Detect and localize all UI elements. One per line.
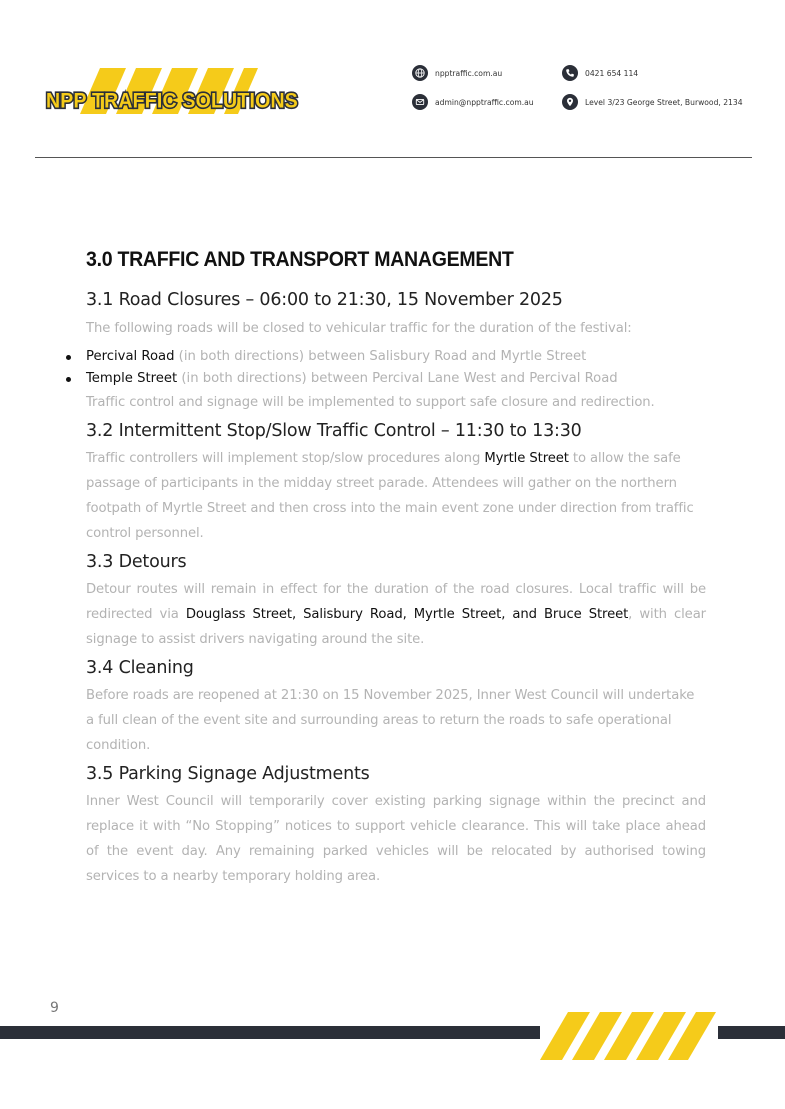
list-item: [64, 368, 706, 390]
footer-band: [0, 1008, 785, 1068]
section-3-4-body: Before roads are reopened at 21:30 on 15 November 2025, Inner West Council will undertake a full clean of the event site and surrounding areas to return the roads to safe operational condition.: [86, 688, 695, 753]
body-text: Detour routes will remain in effect for the duration of the road closures. Local traffic will be redirected via: [86, 582, 706, 622]
header-divider: [35, 157, 752, 158]
phone-icon: [562, 65, 578, 81]
document-body: [86, 246, 706, 889]
phone-text: 0421 654 114: [585, 68, 639, 78]
body-text: , with clear signage to assist drivers navigating around the site.: [86, 607, 706, 647]
section-3-3-body: [86, 577, 706, 652]
road-name: Temple Street: [86, 371, 178, 386]
section-3-5-body: Inner West Council will temporarily cover existing parking signage within the precinct and replace it with “No Stopping” notices to support vehicle clearance. This will take place ahead of the event day. Any remaining parked vehicles will be relocated by authorised towing services to a nearby temporary holding area.: [86, 794, 706, 884]
address-text: Level 3/23 George Street, Burwood, 2134: [585, 97, 743, 107]
section-title: 3.0 TRAFFIC AND TRANSPORT MANAGEMENT: [86, 248, 514, 271]
section-3-1-heading: 3.1 Road Closures – 06:00 to 21:30, 15 November 2025: [86, 290, 563, 310]
road-closure-list: [64, 346, 706, 390]
email-text: admin@npptraffic.com.au: [435, 97, 534, 107]
section-3-2: [86, 417, 706, 546]
section-3-1-tail: Traffic control and signage will be implemented to support safe closure and redirection.: [86, 395, 655, 410]
section-3-4: [86, 654, 706, 758]
section-3-5-heading: 3.5 Parking Signage Adjustments: [86, 764, 370, 784]
road-name: Percival Road: [86, 349, 175, 364]
body-text: Traffic controllers will implement stop/slow procedures along: [86, 451, 485, 466]
contact-address: [562, 94, 743, 110]
body-text: to allow the safe passage of participants in the midday street parade. Attendees will gather on the northern footpath of Myrtle Street and then cross into the main event zone under direction from traffic control personnel.: [86, 451, 694, 541]
highlight-streets: Douglass Street, Salisbury Road, Myrtle Street, and Bruce Street: [185, 607, 629, 622]
section-3-3: [86, 548, 706, 652]
road-detail: (in both directions) between Salisbury Road and Myrtle Street: [174, 349, 587, 364]
contact-email[interactable]: [412, 94, 534, 110]
road-detail: (in both directions) between Percival Lane West and Percival Road: [177, 371, 618, 386]
highlight-street: Myrtle Street: [484, 451, 569, 466]
website-text: npptraffic.com.au: [435, 68, 503, 78]
globe-icon: [412, 65, 428, 81]
section-3-2-body: [86, 446, 706, 546]
list-item: [64, 346, 706, 368]
mail-icon: [412, 94, 428, 110]
section-3-1: [86, 290, 706, 415]
page-number: 9: [50, 1000, 59, 1016]
contact-website[interactable]: [412, 65, 502, 81]
contact-phone[interactable]: [562, 65, 638, 81]
section-3-2-heading: 3.2 Intermittent Stop/Slow Traffic Control – 11:30 to 13:30: [86, 421, 582, 441]
section-3-1-intro: The following roads will be closed to vehicular traffic for the duration of the festival:: [86, 321, 632, 336]
location-pin-icon: [562, 94, 578, 110]
section-3-3-heading: 3.3 Detours: [86, 552, 187, 572]
section-3-4-heading: 3.4 Cleaning: [86, 658, 194, 678]
company-logo: [44, 66, 302, 118]
logo-wordmark: NPP TRAFFIC SOLUTIONS: [46, 89, 298, 113]
section-3-5: [86, 760, 706, 889]
